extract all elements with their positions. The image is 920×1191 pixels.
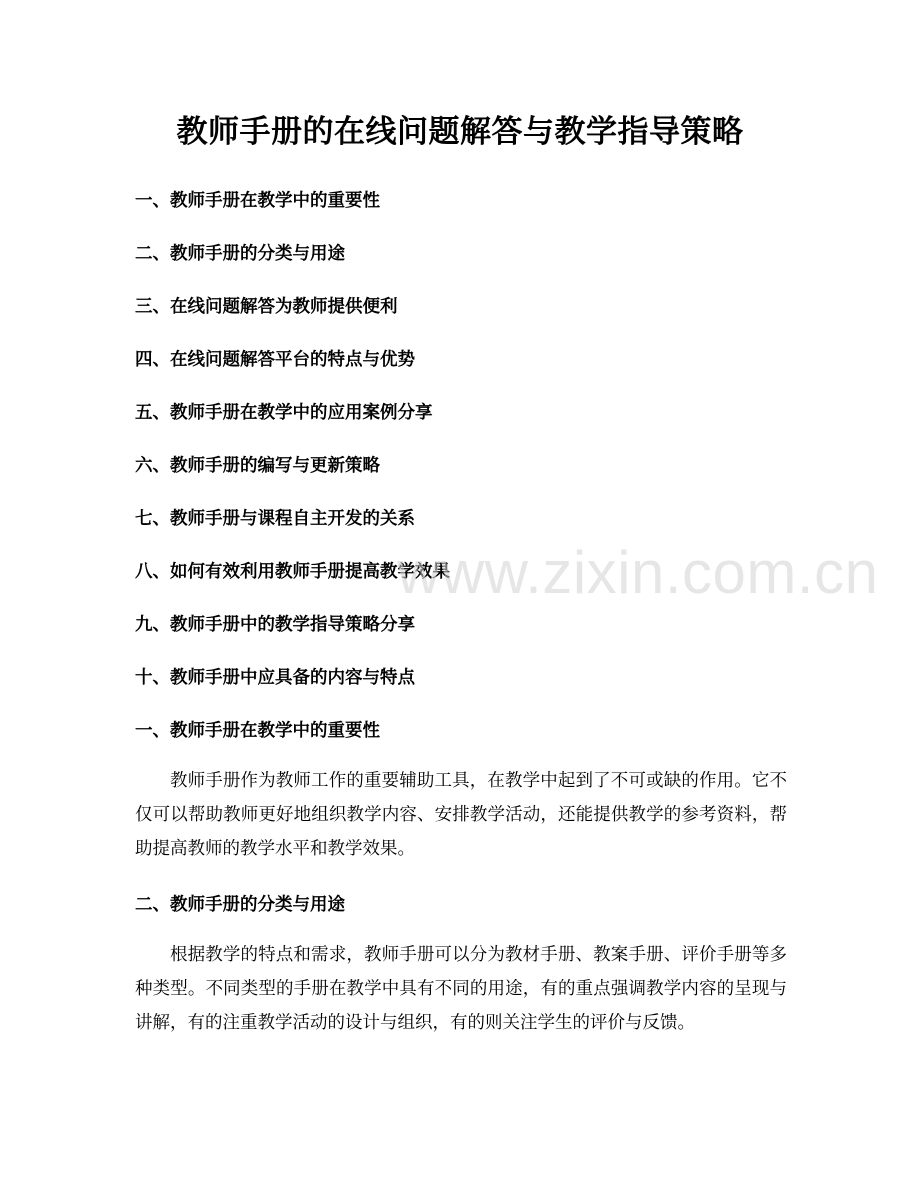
- section-heading-2: 二、教师手册的分类与用途: [135, 895, 345, 915]
- toc-item-8: 八、如何有效利用教师手册提高教学效果: [135, 562, 450, 582]
- toc-item-10: 十、教师手册中应具备的内容与特点: [135, 668, 415, 688]
- watermark: www.zixin.com.cn: [397, 539, 879, 606]
- document-title: 教师手册的在线问题解答与教学指导策略: [176, 114, 744, 150]
- section-body-2: 根据教学的特点和需求，教师手册可以分为教材手册、教案手册、评价手册等多种类型。不同类型的手册在教学中具有不同的用途，有的重点强调教学内容的呈现与讲解，有的注重教学活动的设计与组织，有的则关注学生的评价与反馈。: [135, 945, 787, 1033]
- toc-item-6: 六、教师手册的编写与更新策略: [135, 456, 380, 476]
- toc-item-7: 七、教师手册与课程自主开发的关系: [135, 509, 415, 529]
- toc-item-9: 九、教师手册中的教学指导策略分享: [135, 615, 415, 635]
- toc-item-5: 五、教师手册在教学中的应用案例分享: [135, 403, 433, 423]
- toc-item-2: 二、教师手册的分类与用途: [135, 244, 345, 264]
- section-body-1: 教师手册作为教师工作的重要辅助工具，在教学中起到了不可或缺的作用。它不仅可以帮助教师更好地组织教学内容、安排教学活动，还能提供教学的参考资料，帮助提高教师的教学水平和教学效果。: [135, 771, 787, 859]
- section-heading-1: 一、教师手册在教学中的重要性: [135, 721, 380, 741]
- toc-item-3: 三、在线问题解答为教师提供便利: [135, 297, 398, 317]
- toc-item-1: 一、教师手册在教学中的重要性: [135, 191, 380, 211]
- toc-item-4: 四、在线问题解答平台的特点与优势: [135, 350, 415, 370]
